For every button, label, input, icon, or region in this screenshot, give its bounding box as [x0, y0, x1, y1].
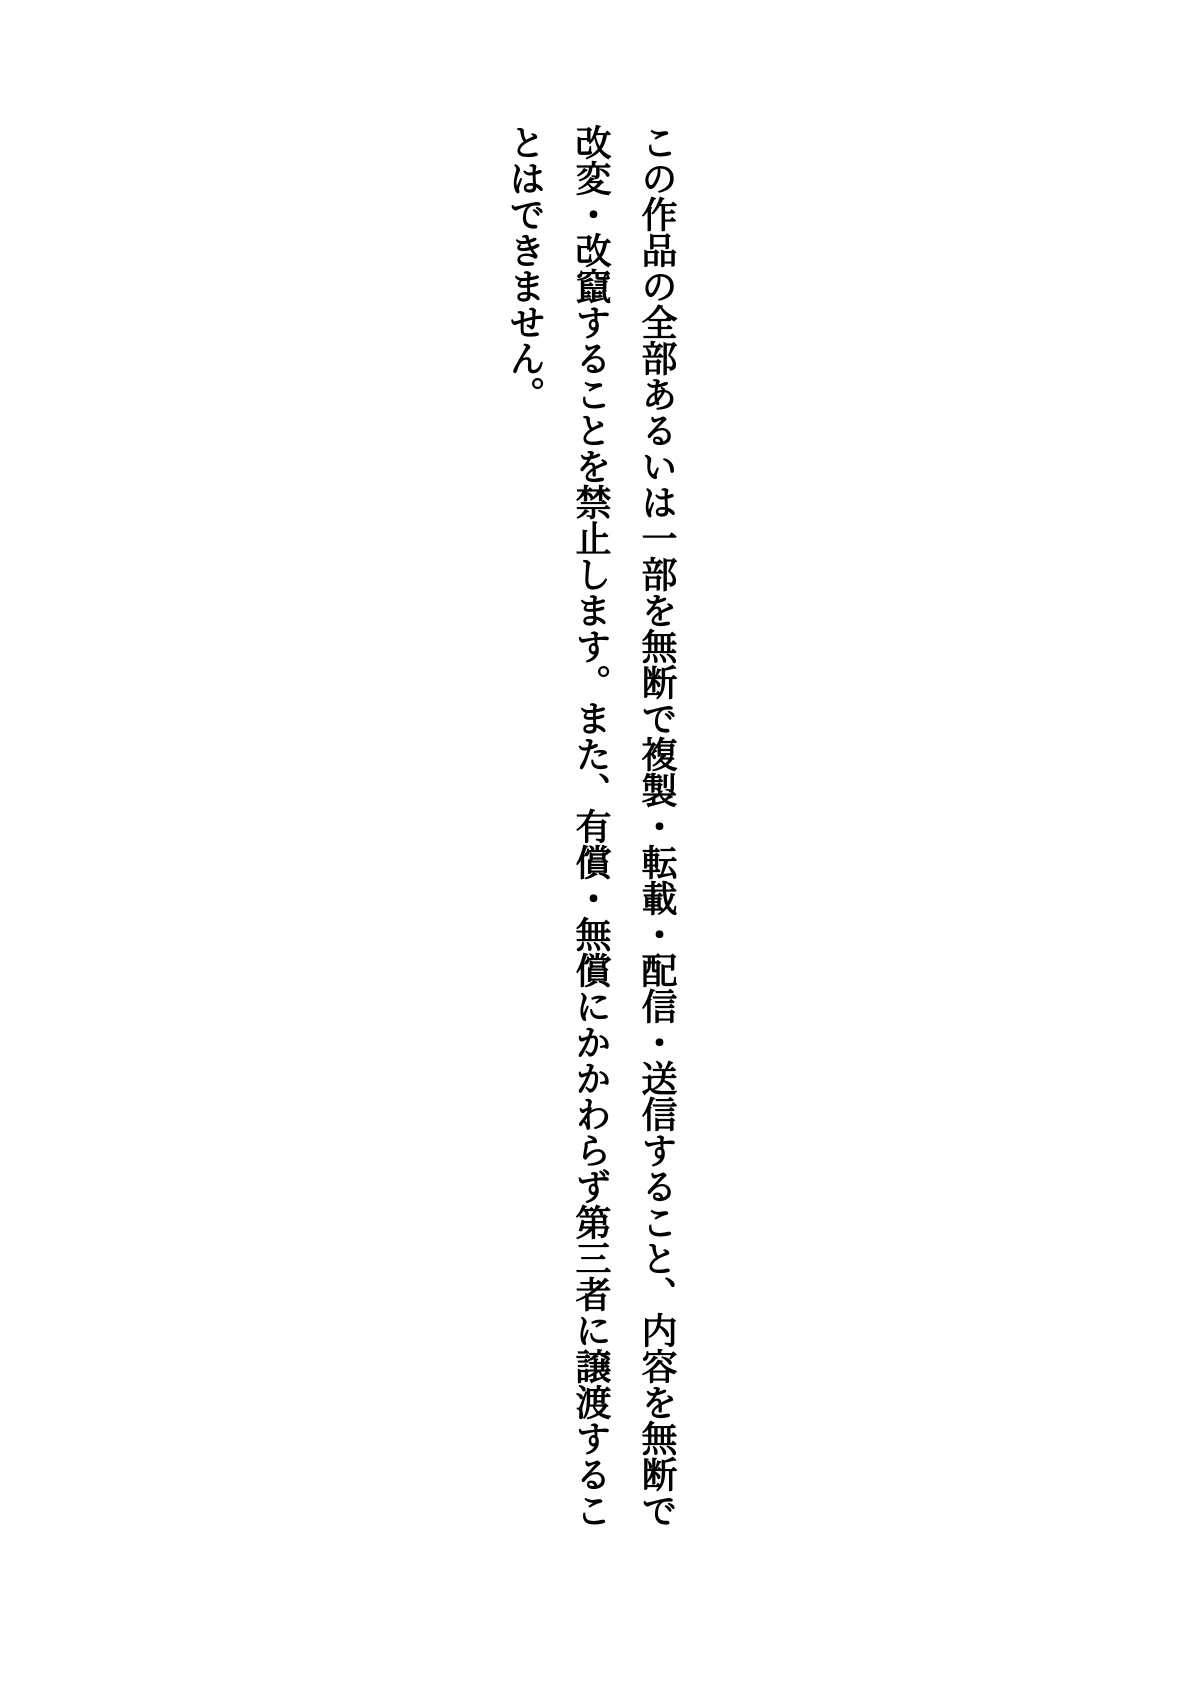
notice-line-2: 改変・改竄することを禁止します。また、有償・無償にかかわらず第三者に譲渡するこ: [570, 124, 612, 1528]
notice-line-3: とはできません。: [504, 124, 546, 412]
notice-line-1: この作品の全部あるいは一部を無断で複製・転載・配信・送信すること、内容を無断で: [636, 124, 678, 1528]
copyright-notice: [492, 124, 690, 1534]
